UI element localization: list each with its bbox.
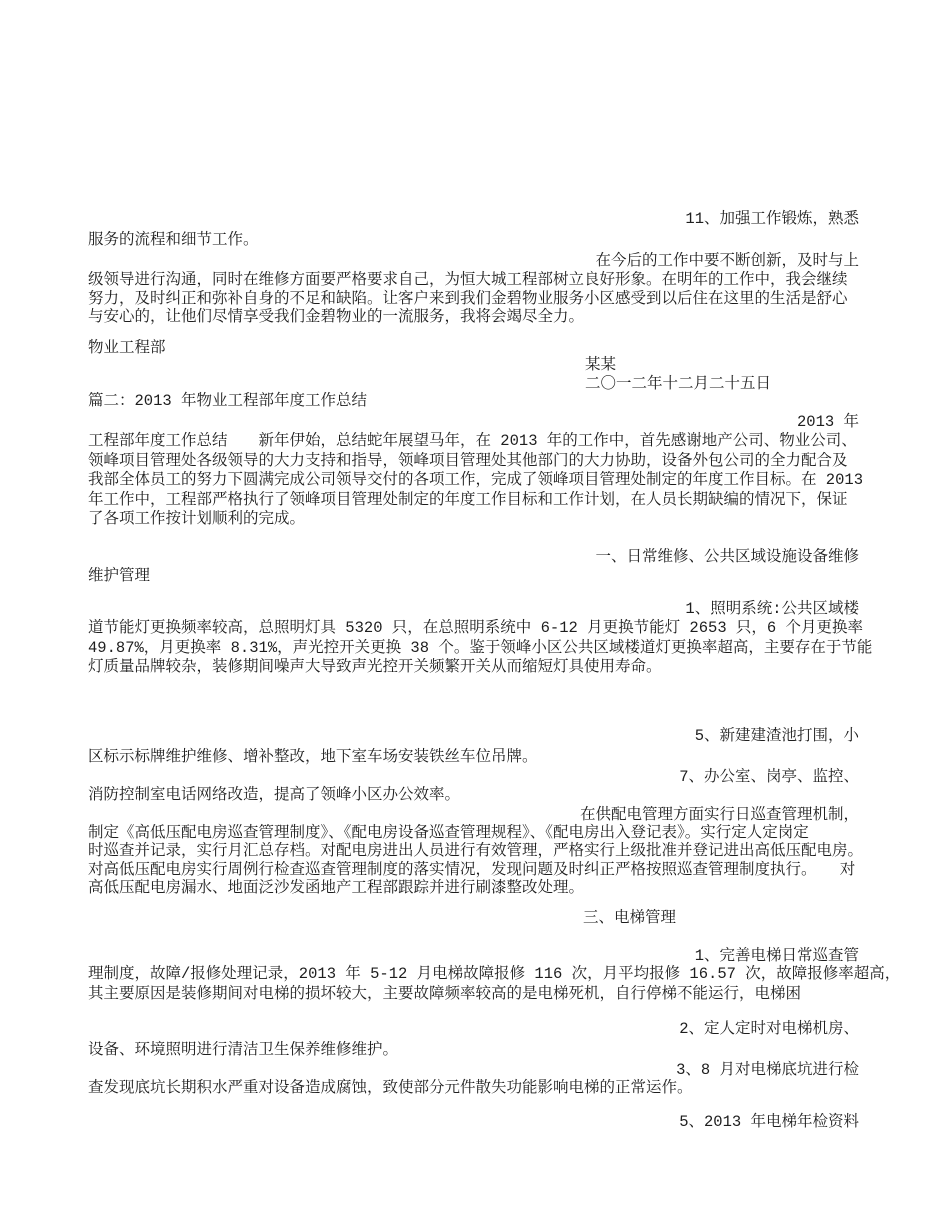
doc-line: 某某	[585, 356, 617, 374]
doc-line: 1、照明系统:公共区域楼	[685, 600, 859, 618]
doc-line: 消防控制室电话网络改造，提高了领峰小区办公效率。	[88, 786, 461, 804]
doc-line: 49.87%，月更换率 8.31%，声光控开关更换 38 个。鉴于领峰小区公共区域楼道灯更换率超高，主要存在于节能	[88, 639, 873, 657]
doc-line: 三、电梯管理	[583, 909, 677, 927]
doc-line: 一、日常维修、公共区域设施设备维修	[595, 548, 859, 566]
doc-line: 服务的流程和细节工作。	[88, 231, 259, 249]
doc-line: 二〇一二年十二月二十五日	[585, 375, 772, 393]
doc-line: 级领导进行沟通，同时在维修方面要严格要求自己，为恒大城工程部树立良好形象。在明年的工作中，我会继续	[88, 271, 848, 289]
doc-line: 设备、环境照明进行清洁卫生保养维修维护。	[88, 1041, 399, 1059]
doc-line: 5、2013 年电梯年检资料	[679, 1113, 859, 1131]
doc-line: 年工作中，工程部严格执行了领峰项目管理处制定的年度工作目标和工作计划，在人员长期缺编的情况下，保证	[88, 491, 848, 509]
doc-line: 11、加强工作锻炼，熟悉	[685, 210, 859, 228]
doc-line: 查发现底坑长期积水严重对设备造成腐蚀，致使部分元件散失功能影响电梯的正常运作。	[88, 1079, 693, 1097]
doc-line: 灯质量品牌较杂，装修期间噪声大导致声光控开关频繁开关从而缩短灯具使用寿命。	[88, 658, 662, 676]
doc-line: 1、完善电梯日常巡查管	[694, 947, 859, 965]
doc-line: 2、定人定时对电梯机房、	[679, 1020, 859, 1038]
doc-line: 我部全体员工的努力下圆满完成公司领导交付的各项工作，完成了领峰项目管理处制定的年度工作目标。在 2013	[88, 471, 864, 489]
doc-line: 区标示标牌维护维修、增补整改，地下室车场安装铁丝车位吊牌。	[88, 748, 538, 766]
doc-line: 领峰项目管理处各级领导的大力支持和指导，领峰项目管理处其他部门的大力协助，设备外包公司的全力配合及	[88, 452, 848, 470]
doc-line: 制定《高低压配电房巡查管理制度》、《配电房设备巡查管理规程》、《配电房出入登记表》。实行定人定岗定	[88, 824, 809, 842]
document-text-block	[88, 0, 901, 1230]
doc-line: 高低压配电房漏水、地面泛沙发函地产工程部跟踪并进行刷漆整改处理。	[88, 879, 585, 897]
doc-line: 理制度，故障/报修处理记录，2013 年 5-12 月电梯故障报修 116 次，月平均报修 16.57 次，故障报修率超高，	[88, 965, 901, 983]
doc-line: 对高低压配电房实行周例行检查巡查管理制度的落实情况，发现问题及时纠正严格按照巡查管理制度执行。 对	[88, 861, 856, 879]
doc-line: 3、8 月对电梯底坑进行检	[676, 1061, 859, 1079]
doc-line: 努力，及时纠正和弥补自身的不足和缺陷。让客户来到我们金碧物业服务小区感受到以后住在这里的生活是舒心	[88, 290, 848, 308]
doc-line: 篇二：2013 年物业工程部年度工作总结	[88, 392, 368, 410]
doc-line: 道节能灯更换频率较高，总照明灯具 5320 只，在总照明系统中 6-12 月更换节能灯 2653 只，6 个月更换率	[88, 619, 864, 637]
doc-line: 7、办公室、岗亭、监控、	[679, 768, 859, 786]
doc-line: 与安心的，让他们尽情享受我们金碧物业的一流服务，我将会竭尽全力。	[88, 308, 585, 326]
doc-line: 物业工程部	[88, 339, 166, 357]
doc-line: 了各项工作按计划顺利的完成。	[88, 510, 306, 528]
doc-line: 2013 年	[796, 413, 859, 431]
doc-line: 在今后的工作中要不断创新，及时与上	[595, 252, 859, 270]
doc-line: 其主要原因是装修期间对电梯的损坏较大，主要故障频率较高的是电梯死机，自行停梯不能运行，电梯困	[88, 985, 802, 1003]
doc-line: 时巡查并记录，实行月汇总存档。对配电房进出人员进行有效管理，严格实行上级批准并登记进出高低压配电房。	[88, 842, 864, 860]
doc-line: 在供配电管理方面实行日巡查管理机制，	[579, 806, 859, 824]
doc-line: 5、新建建渣池打围，小	[694, 727, 859, 745]
doc-line: 维护管理	[88, 567, 151, 585]
doc-line: 工程部年度工作总结 新年伊始，总结蛇年展望马年，在 2013 年的工作中，首先感谢地产公司、物业公司、	[88, 432, 857, 450]
